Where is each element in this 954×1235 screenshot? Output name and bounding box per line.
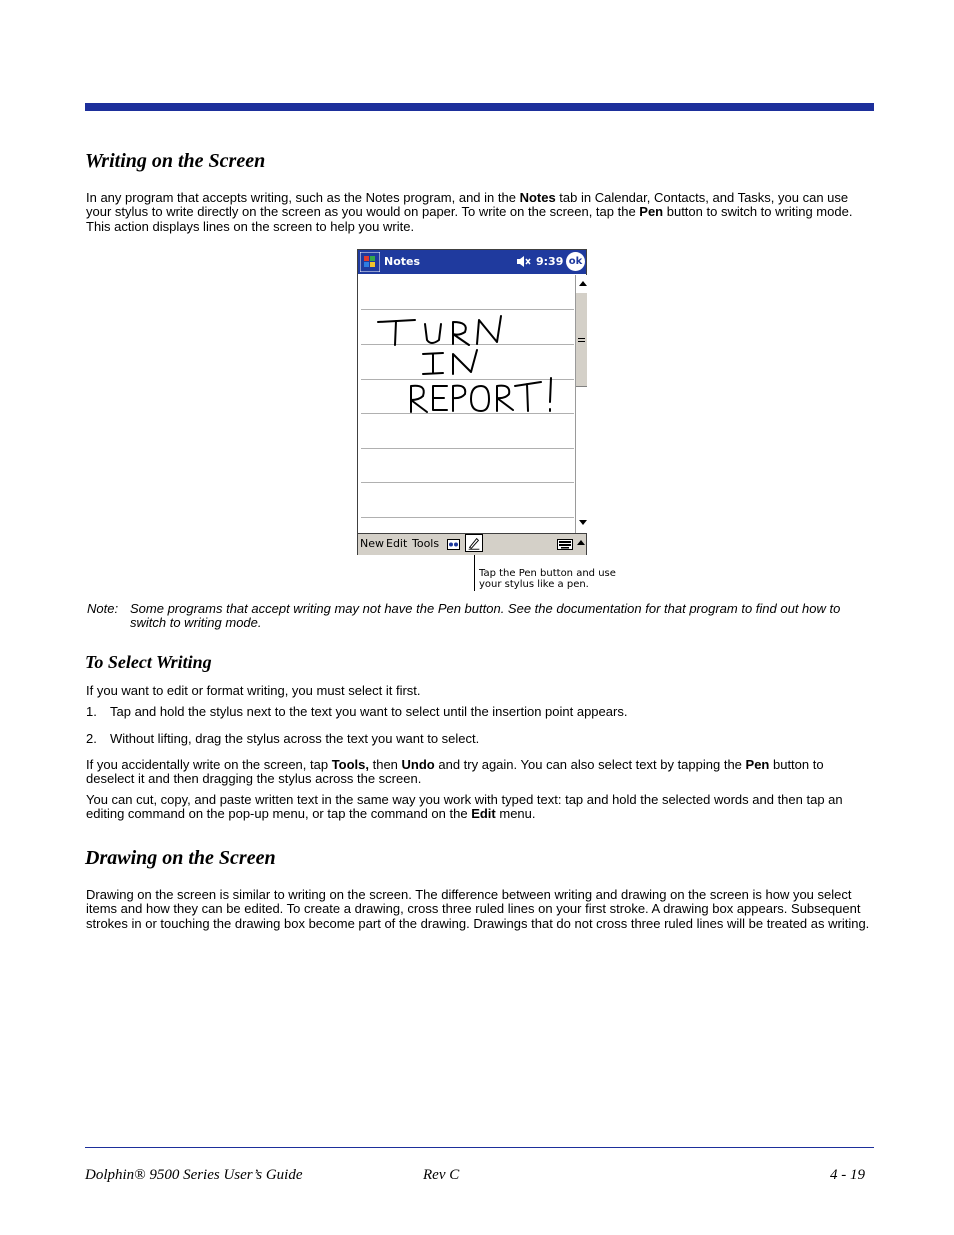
header-rule	[85, 103, 874, 111]
undo-paragraph: If you accidentally write on the screen, tap Tools, then Undo and try again. You can also select text by tapping the Pen button to deselect it and then dragging the stylus across the screen.	[86, 757, 824, 787]
pda-title-bar	[358, 250, 586, 274]
menu-edit: Edit	[386, 537, 408, 550]
recorder-icon	[447, 539, 460, 550]
callout-leader-line	[474, 555, 475, 591]
menu-tools: Tools	[412, 537, 440, 550]
callout-line-2: your stylus like a pen.	[479, 578, 589, 590]
section-title-select: To Select Writing	[85, 652, 212, 672]
footer-revision: Rev C	[423, 1167, 460, 1183]
note-text: Some programs that accept writing may not have the Pen button. See the documentation for that program to find out how to switch to writing mode.	[130, 601, 841, 631]
pen-icon	[465, 534, 483, 552]
scroll-down-icon	[579, 520, 587, 525]
ok-button: ok	[566, 252, 585, 271]
ruled-line	[361, 482, 574, 483]
scroll-up-icon	[579, 281, 587, 286]
page-number: 4 - 19	[830, 1167, 865, 1183]
pda-scrollbar	[575, 275, 588, 533]
ruled-line	[361, 517, 574, 518]
pda-app-title: Notes	[384, 255, 421, 268]
notes-screenshot	[357, 249, 587, 555]
windows-start-icon	[360, 252, 380, 272]
list-item: 1. Tap and hold the stylus next to the text you want to select until the insertion point appears.	[86, 704, 628, 719]
speaker-icon	[516, 255, 532, 268]
scroll-thumb	[576, 292, 587, 387]
writing-intro-paragraph: In any program that accepts writing, such as the Notes program, and in the Notes tab in Calendar, Contacts, and Tasks, you can use your stylus to write directly on the screen as you would on paper. To write on the screen, tap the Pen button to switch to writing mode. This action displays lines on the screen to help you write.	[86, 190, 853, 234]
list-item: 2. Without lifting, drag the stylus across the text you want to select.	[86, 731, 480, 746]
section-title-writing: Writing on the Screen	[85, 150, 266, 172]
select-intro: If you want to edit or format writing, you must select it first.	[86, 683, 421, 698]
handwriting-sketch	[373, 310, 573, 420]
footer-title: Dolphin® 9500 Series User’s Guide	[85, 1167, 303, 1183]
ruled-line	[361, 448, 574, 449]
drawing-paragraph: Drawing on the screen is similar to writing on the screen. The difference between writing and drawing on the screen is how you select items and how they can be edited. To create a drawing, cross three ruled lines on your first stroke. A drawing box appears. Subsequent strokes in or touching the drawing box become part of the drawing. Drawings that do not cross three ruled lines will be treated as writing.	[86, 887, 870, 931]
menu-new: New	[360, 537, 384, 550]
footer-rule	[85, 1147, 874, 1148]
callout-line-1: Tap the Pen button and use	[479, 568, 616, 579]
sip-arrow-icon	[577, 540, 585, 545]
pen-callout	[479, 569, 616, 590]
note-label: Note:	[87, 601, 119, 616]
pda-clock: 9:39	[536, 255, 564, 268]
edit-paragraph: You can cut, copy, and paste written text in the same way you work with typed text: tap and hold the selected words and then tap an editing command on the pop-up menu, or tap the command on the Edit menu.	[86, 792, 843, 822]
section-title-drawing: Drawing on the Screen	[85, 847, 276, 869]
keyboard-icon	[557, 539, 573, 550]
